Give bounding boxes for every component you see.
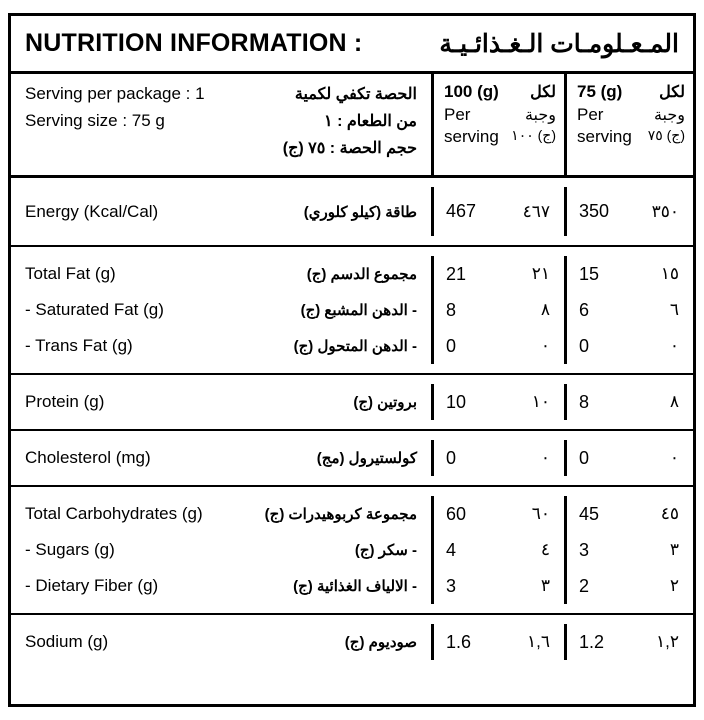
row-label — [11, 576, 431, 596]
value-en: 0 — [446, 447, 457, 468]
value-en: 45 — [579, 503, 600, 524]
col75-per-en: Per — [577, 105, 604, 124]
value-ar: ٦٠ — [531, 504, 550, 523]
value-ar: ٣ — [669, 540, 679, 559]
value-ar: ٣ — [540, 576, 550, 595]
col100-per-en: Per — [444, 105, 471, 124]
col75-serving-ar: (ج) ٧٥ — [647, 127, 685, 143]
col75-amount-en: 75 (g) — [577, 82, 623, 101]
value-ar: ٨ — [669, 392, 679, 411]
value-en: 15 — [579, 263, 600, 284]
serving-size-ar-2: حجم الحصة : ٧٥ (ج) — [282, 140, 417, 157]
table-row — [11, 568, 693, 604]
row-label — [11, 632, 431, 652]
row-value-100g — [431, 328, 564, 364]
group-spacer — [11, 431, 693, 440]
row-value-75g — [564, 568, 693, 604]
table-row — [11, 292, 693, 328]
group-spacer — [11, 364, 693, 373]
col75-per-ar: وجبة — [653, 107, 685, 124]
row-value-75g — [564, 328, 693, 364]
group-spacer — [11, 178, 693, 187]
value-ar: ٢ — [669, 576, 679, 595]
nutrition-information-panel — [8, 13, 696, 707]
panel-title-row — [11, 16, 693, 74]
row-label — [11, 264, 431, 284]
value-ar: ٤٦٧ — [522, 201, 550, 221]
row-label-en: Cholesterol (mg) — [25, 448, 151, 467]
page-title-arabic: المـعـلومـات الـغـذائـيـة — [439, 29, 679, 58]
group-spacer — [11, 660, 693, 669]
value-en: 8 — [579, 391, 590, 412]
row-label-en: Total Carbohydrates (g) — [25, 504, 203, 523]
group-spacer — [11, 420, 693, 429]
column-header-100g — [431, 74, 564, 175]
serving-size-ar: من الطعام : ١ — [324, 113, 417, 130]
value-ar: ٦ — [669, 300, 679, 319]
value-en: 3 — [579, 539, 590, 560]
table-header — [11, 74, 693, 178]
table-row — [11, 496, 693, 532]
row-label-ar: كولستيرول (مج) — [316, 450, 417, 467]
col100-serving-en: serving — [444, 127, 499, 146]
nutrient-group-cholesterol — [11, 431, 693, 487]
serving-per-package-ar: الحصة تكفي لكمية — [294, 86, 417, 103]
group-spacer — [11, 247, 693, 256]
row-label-en: - Sugars (g) — [25, 540, 115, 559]
value-ar: ٠ — [540, 336, 550, 355]
row-label — [11, 504, 431, 524]
group-spacer — [11, 604, 693, 613]
value-en: 4 — [446, 539, 457, 560]
value-ar: ١٥ — [660, 264, 679, 283]
table-row — [11, 384, 693, 420]
serving-size-en: Serving size : 75 g — [25, 111, 165, 130]
col75-serving-en: serving — [577, 127, 632, 146]
value-ar: ٤٥ — [660, 504, 679, 523]
value-en: 8 — [446, 299, 457, 320]
value-ar: ٤ — [540, 540, 550, 559]
value-en: 21 — [446, 263, 467, 284]
row-label-en: - Saturated Fat (g) — [25, 300, 164, 319]
group-spacer — [11, 476, 693, 485]
row-label-en: Energy (Kcal/Cal) — [25, 201, 159, 221]
col75-amount-ar: لكل — [659, 84, 685, 101]
value-en: 467 — [446, 201, 477, 221]
row-label — [11, 448, 431, 468]
value-ar: ٢١ — [531, 264, 550, 283]
value-ar: ٨ — [540, 300, 550, 319]
row-label-ar: بروتين (ج) — [353, 394, 417, 411]
col100-amount-en: 100 (g) — [444, 82, 499, 101]
serving-info-cell — [11, 74, 431, 175]
row-label-ar: - الالياف الغذائية (ج) — [293, 578, 417, 595]
row-label-en: Protein (g) — [25, 392, 105, 411]
value-en: 1.2 — [579, 631, 605, 652]
row-value-75g — [564, 384, 693, 420]
row-value-100g — [431, 624, 564, 660]
row-label-en: Total Fat (g) — [25, 264, 116, 283]
value-en: 6 — [579, 299, 590, 320]
group-spacer — [11, 487, 693, 496]
row-value-100g — [431, 292, 564, 328]
row-label-ar: مجموعة كربوهيدرات (ج) — [264, 506, 417, 523]
table-row — [11, 256, 693, 292]
row-label — [11, 392, 431, 412]
row-label-en: - Dietary Fiber (g) — [25, 576, 159, 595]
page-title-english: NUTRITION INFORMATION : — [25, 29, 363, 57]
value-en: 0 — [579, 335, 590, 356]
value-en: 0 — [579, 447, 590, 468]
row-label-ar: - سكر (ج) — [354, 542, 417, 559]
value-en: 3 — [446, 575, 457, 596]
row-value-75g — [564, 440, 693, 476]
table-row — [11, 532, 693, 568]
row-label — [11, 300, 431, 320]
value-en: 2 — [579, 575, 590, 596]
row-value-100g — [431, 568, 564, 604]
row-value-100g — [431, 256, 564, 292]
table-row — [11, 328, 693, 364]
row-label — [11, 540, 431, 560]
nutrient-group-protein — [11, 375, 693, 431]
value-ar: ٠ — [669, 448, 679, 467]
nutrient-group-fat — [11, 247, 693, 375]
row-value-75g — [564, 496, 693, 532]
value-ar: ٠ — [669, 336, 679, 355]
value-en: 0 — [446, 335, 457, 356]
row-value-100g — [431, 187, 564, 236]
row-label-ar: - الدهن المشبع (ج) — [300, 302, 417, 319]
value-en: 350 — [579, 201, 610, 221]
row-value-100g — [431, 496, 564, 532]
row-label-en: - Trans Fat (g) — [25, 336, 133, 355]
value-ar: ١,٦ — [527, 632, 550, 651]
row-label-ar: طاقة (كيلو كلوري) — [303, 203, 417, 221]
nutrient-group-energy — [11, 178, 693, 247]
row-label-ar: مجموع الدسم (ج) — [306, 266, 417, 283]
row-label — [11, 202, 431, 222]
row-value-75g — [564, 292, 693, 328]
table-row — [11, 440, 693, 476]
row-label-en: Sodium (g) — [25, 632, 109, 651]
table-row — [11, 624, 693, 660]
value-ar: ١٠ — [531, 392, 550, 411]
row-value-75g — [564, 187, 693, 236]
row-value-100g — [431, 384, 564, 420]
table-row — [11, 187, 693, 236]
value-ar: ٣٥٠ — [651, 201, 679, 221]
nutrient-group-carbohydrates — [11, 487, 693, 615]
col100-per-ar: وجبة — [524, 107, 556, 124]
value-ar: ١,٢ — [656, 632, 679, 651]
col100-serving-ar: (ج) ١٠٠ — [511, 127, 556, 143]
row-value-100g — [431, 440, 564, 476]
value-en: 1.6 — [446, 631, 472, 652]
row-value-75g — [564, 624, 693, 660]
row-value-75g — [564, 532, 693, 568]
value-en: 10 — [446, 391, 467, 412]
group-spacer — [11, 375, 693, 384]
row-label-ar: صوديوم (ج) — [344, 634, 417, 651]
group-spacer — [11, 615, 693, 624]
row-value-100g — [431, 532, 564, 568]
value-ar: ٠ — [540, 448, 550, 467]
row-label-ar: - الدهن المتحول (ج) — [293, 338, 417, 355]
value-en: 60 — [446, 503, 467, 524]
group-spacer — [11, 236, 693, 245]
column-header-75g — [564, 74, 693, 175]
nutrient-group-sodium — [11, 615, 693, 669]
serving-per-package-en: Serving per package : 1 — [25, 84, 205, 103]
row-value-75g — [564, 256, 693, 292]
row-label — [11, 336, 431, 356]
col100-amount-ar: لكل — [530, 84, 556, 101]
